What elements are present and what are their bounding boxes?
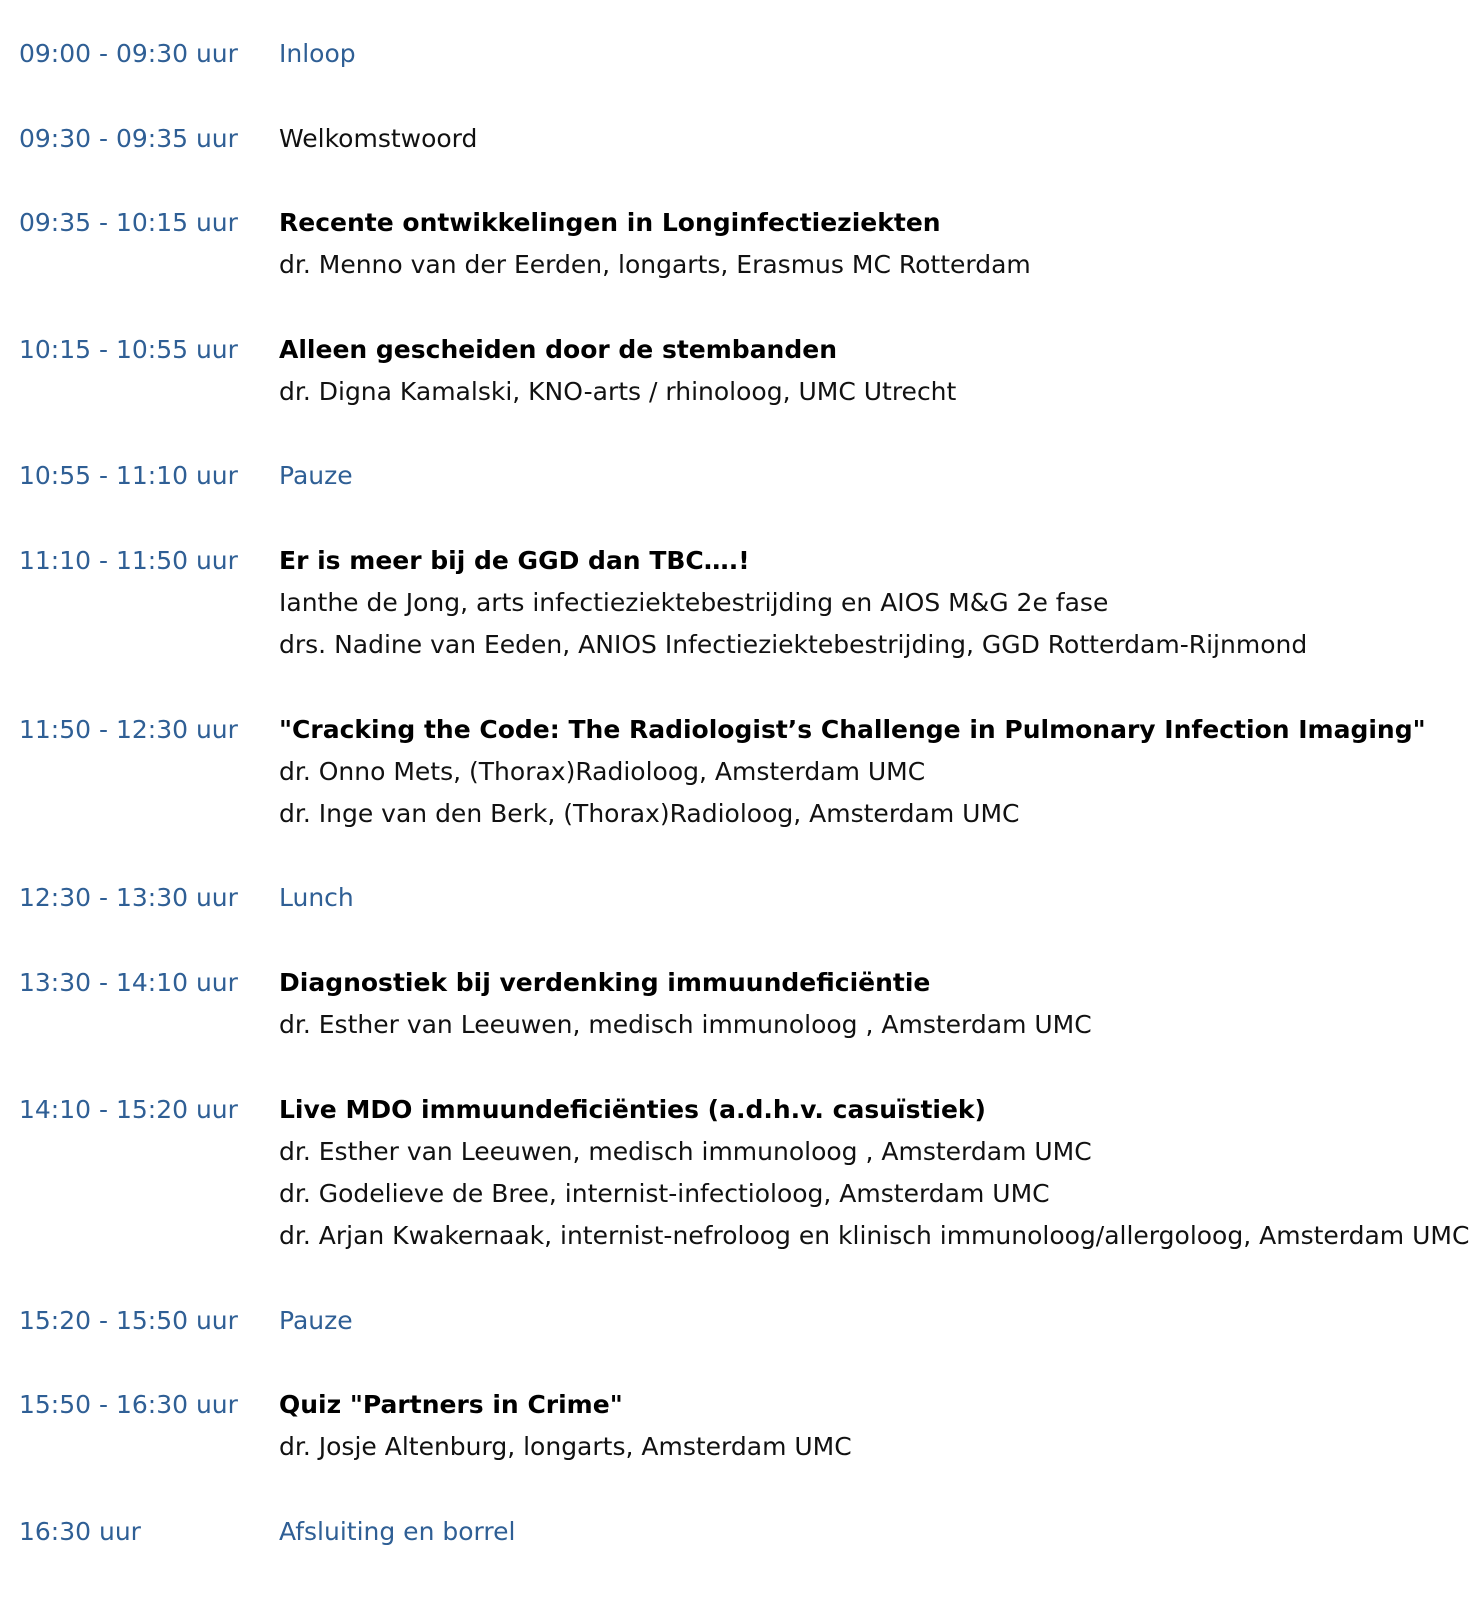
speaker-line: dr. Onno Mets, (Thorax)Radioloog, Amsterdam UMC (279, 757, 926, 786)
speaker-line: dr. Menno van der Eerden, longarts, Erasmus MC Rotterdam (279, 250, 1031, 279)
session-title: Quiz "Partners in Crime" (279, 1390, 623, 1419)
speaker-line: dr. Godelieve de Bree, internist-infectioloog, Amsterdam UMC (279, 1179, 1050, 1208)
session-time: 10:55 - 11:10 uur (19, 461, 238, 490)
session-row (19, 1300, 1459, 1342)
session-title: Recente ontwikkelingen in Longinfectieziekten (279, 208, 941, 237)
session-content (279, 709, 1459, 835)
speaker-line: dr. Digna Kamalski, KNO-arts / rhinoloog, UMC Utrecht (279, 377, 957, 406)
session-content (279, 540, 1459, 666)
session-row (19, 329, 1459, 413)
session-title: Lunch (279, 883, 354, 912)
session-row (19, 709, 1459, 835)
speaker-line: Ianthe de Jong, arts infectieziektebestrijding en AIOS M&G 2e fase (279, 588, 1109, 617)
session-time: 09:30 - 09:35 uur (19, 124, 238, 153)
session-content (279, 877, 1459, 919)
session-row (19, 455, 1459, 497)
session-content (279, 118, 1459, 160)
session-time: 15:50 - 16:30 uur (19, 1390, 238, 1419)
session-row (19, 540, 1459, 666)
session-content (279, 1300, 1459, 1342)
session-time: 11:50 - 12:30 uur (19, 715, 238, 744)
speaker-line: dr. Esther van Leeuwen, medisch immunoloog , Amsterdam UMC (279, 1010, 1092, 1039)
session-row (19, 202, 1459, 286)
session-title: Pauze (279, 1306, 353, 1335)
session-title: Er is meer bij de GGD dan TBC….! (279, 546, 750, 575)
session-title: Alleen gescheiden door de stembanden (279, 335, 838, 364)
session-row (19, 877, 1459, 919)
session-content (279, 202, 1459, 286)
session-content (279, 33, 1459, 75)
session-time: 15:20 - 15:50 uur (19, 1306, 238, 1335)
speaker-line: dr. Josje Altenburg, longarts, Amsterdam UMC (279, 1432, 852, 1461)
session-content (279, 962, 1459, 1046)
session-row (19, 1384, 1459, 1468)
session-row (19, 33, 1459, 75)
session-content (279, 455, 1459, 497)
session-content (279, 1384, 1459, 1468)
session-time: 10:15 - 10:55 uur (19, 335, 238, 364)
session-content (279, 1089, 1469, 1257)
session-time: 09:00 - 09:30 uur (19, 39, 238, 68)
session-content (279, 1511, 1459, 1553)
session-content (279, 329, 1459, 413)
session-title: Inloop (279, 39, 356, 68)
session-row (19, 1511, 1459, 1553)
session-time: 16:30 uur (19, 1517, 141, 1546)
session-title: Pauze (279, 461, 353, 490)
session-time: 11:10 - 11:50 uur (19, 546, 238, 575)
session-title: Welkomstwoord (279, 124, 478, 153)
speaker-line: dr. Inge van den Berk, (Thorax)Radioloog, Amsterdam UMC (279, 799, 1020, 828)
session-row (19, 118, 1459, 160)
session-time: 12:30 - 13:30 uur (19, 883, 238, 912)
session-row (19, 1089, 1470, 1257)
session-time: 13:30 - 14:10 uur (19, 968, 238, 997)
session-row (19, 962, 1459, 1046)
speaker-line: dr. Esther van Leeuwen, medisch immunoloog , Amsterdam UMC (279, 1137, 1092, 1166)
session-time: 09:35 - 10:15 uur (19, 208, 238, 237)
session-title: "Cracking the Code: The Radiologist’s Challenge in Pulmonary Infection Imaging" (279, 715, 1426, 744)
session-time: 14:10 - 15:20 uur (19, 1095, 238, 1124)
session-title: Afsluiting en borrel (279, 1517, 516, 1546)
session-title: Diagnostiek bij verdenking immuundeficiëntie (279, 968, 931, 997)
session-title: Live MDO immuundeficiënties (a.d.h.v. casuïstiek) (279, 1095, 986, 1124)
program-schedule (19, 33, 1470, 1553)
speaker-line: dr. Arjan Kwakernaak, internist-nefroloog en klinisch immunoloog/allergoloog, Amsterdam UMC (279, 1221, 1470, 1250)
speaker-line: drs. Nadine van Eeden, ANIOS Infectieziektebestrijding, GGD Rotterdam-Rijnmond (279, 630, 1308, 659)
